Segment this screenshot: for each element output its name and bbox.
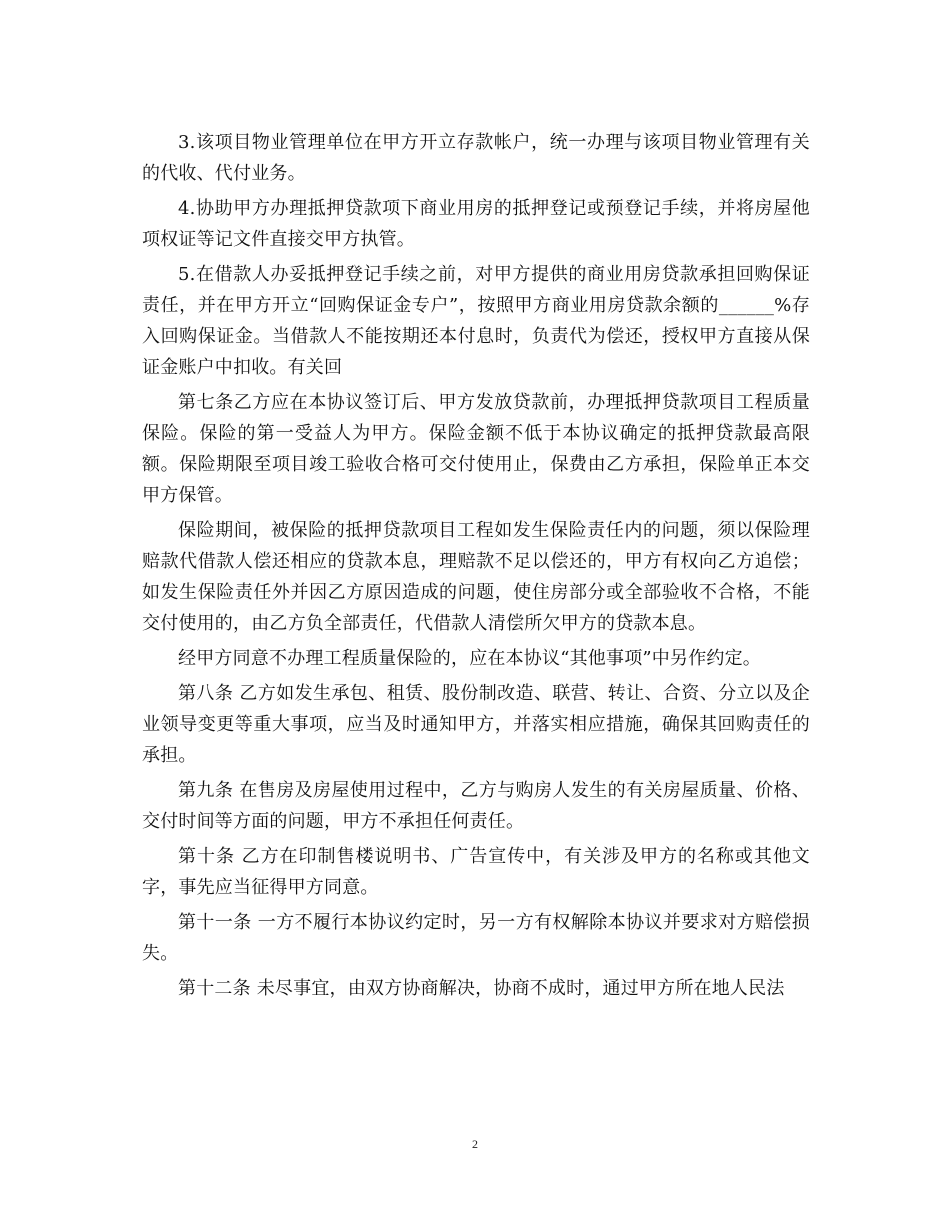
paragraph-insurance-exemption: 经甲方同意不办理工程质量保险的，应在本协议“其他事项”中另作约定。 <box>178 648 762 669</box>
page-number: 2 <box>472 1137 478 1151</box>
paragraph-clause-4: 4.协助甲方办理抵押贷款项下商业用房的抵押登记或预登记手续，并将房屋他项权证等记文件直接交甲方执管。 <box>142 198 810 250</box>
paragraph-article-8: 第八条 乙方如发生承包、租赁、股份制改造、联营、转让、合资、分立以及企业领导变更等重大事项，应当及时通知甲方，并落实相应措施，确保其回购责任的承担。 <box>142 683 810 766</box>
document-body <box>142 127 810 1008</box>
paragraph-article-12: 第十二条 未尽事宜，由双方协商解决，协商不成时，通过甲方所在地人民法 <box>178 978 785 999</box>
paragraph-clause-3: 3.该项目物业管理单位在甲方开立存款帐户，统一办理与该项目物业管理有关的代收、代付业务。 <box>142 132 810 184</box>
paragraph-insurance-period: 保险期间，被保险的抵押贷款项目工程如发生保险责任内的问题，须以保险理赔款代借款人偿还相应的贷款本息，理赔款不足以偿还的，甲方有权向乙方追偿；如发生保险责任外并因乙方原因造成的问题，使住房部分或全部验收不合格，不能交付使用的，由乙方负全部责任，代借款人清偿所欠甲方的贷款本息。 <box>142 520 810 634</box>
paragraph-article-9: 第九条 在售房及房屋使用过程中，乙方与购房人发生的有关房屋质量、价格、交付时间等方面的问题，甲方不承担任何责任。 <box>142 780 810 832</box>
paragraph-article-11: 第十一条 一方不履行本协议约定时，另一方有权解除本协议并要求对方赔偿损失。 <box>142 912 810 964</box>
paragraph-article-10: 第十条 乙方在印制售楼说明书、广告宣传中，有关涉及甲方的名称或其他文字，事先应当征得甲方同意。 <box>142 846 810 898</box>
paragraph-clause-5: 5.在借款人办妥抵押登记手续之前，对甲方提供的商业用房贷款承担回购保证责任，并在甲方开立“回购保证金专户”，按照甲方商业用房贷款余额的______%存入回购保证金。当借款人不能按期还本付息时，负责代为偿还，授权甲方直接从保证金账户中扣收。有关回 <box>142 264 810 378</box>
paragraph-article-7: 第七条乙方应在本协议签订后、甲方发放贷款前，办理抵押贷款项目工程质量保险。保险的第一受益人为甲方。保险金额不低于本协议确定的抵押贷款最高限额。保险期限至项目竣工验收合格可交付使用止，保费由乙方承担，保险单正本交甲方保管。 <box>142 392 810 506</box>
